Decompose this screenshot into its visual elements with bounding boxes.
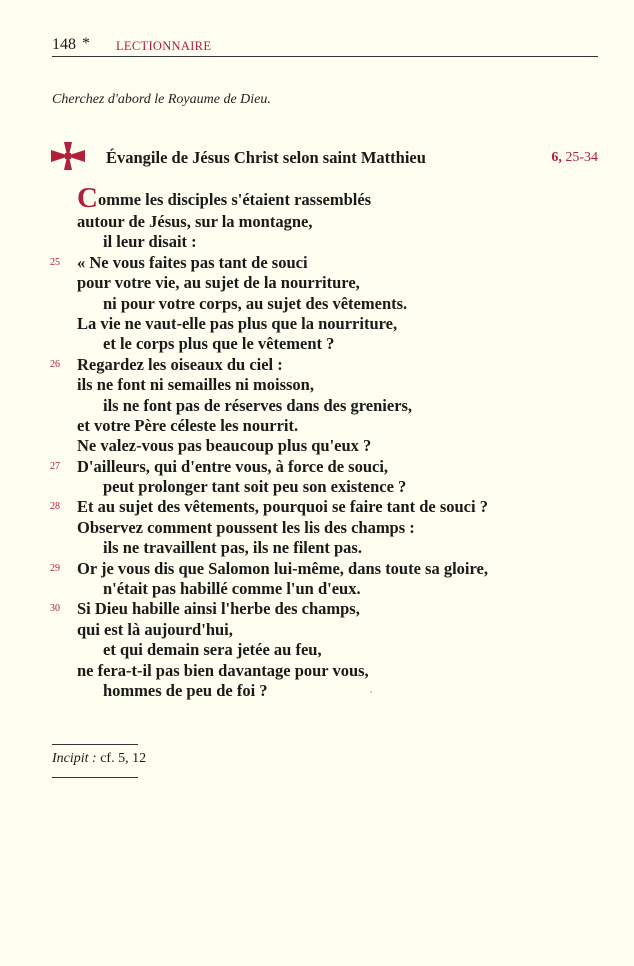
- reading-line: pour votre vie, au sujet de la nourriture,: [77, 273, 360, 293]
- reading-line: et votre Père céleste les nourrit.: [77, 415, 299, 435]
- reading-line: il leur disait :: [103, 232, 197, 252]
- reading-line-text: « Ne vous faites pas tant de souci: [77, 252, 308, 272]
- reading-line: [0, 599, 634, 619]
- paper-speck: [370, 691, 372, 693]
- reading-line: et le corps plus que le vêtement ?: [103, 334, 335, 354]
- reading-line: La vie ne vaut-elle pas plus que la nourriture,: [77, 313, 398, 333]
- reading-line: [0, 457, 634, 477]
- footnote-rule-top: [52, 744, 138, 745]
- gospel-title: Évangile de Jésus Christ selon saint Matthieu: [106, 148, 426, 167]
- incipit-note: [52, 751, 146, 767]
- page-header: [52, 36, 598, 57]
- antiphon: Cherchez d'abord le Royaume de Dieu.: [52, 92, 271, 107]
- reading-line-text: Regardez les oiseaux du ciel :: [77, 354, 283, 374]
- reading-line: ils ne font pas de réserves dans des greniers,: [103, 395, 413, 415]
- header-separator: *: [82, 35, 90, 52]
- reading-line-text: Or je vous dis que Salomon lui-même, dans toute sa gloire,: [77, 558, 488, 578]
- page-number: 148: [52, 36, 76, 53]
- incipit-text: cf. 5, 12: [100, 751, 147, 766]
- reading-line-text: Si Dieu habille ainsi l'herbe des champs,: [77, 599, 360, 619]
- reading-line: qui est là aujourd'hui,: [77, 619, 233, 639]
- reading-line-text: omme les disciples s'étaient rassemblés: [97, 190, 372, 209]
- reference-chapter: 6,: [551, 150, 562, 165]
- verse-number: 27: [50, 460, 60, 472]
- running-title: LECTIONNAIRE: [116, 39, 212, 53]
- reading-line: autour de Jésus, sur la montagne,: [77, 212, 313, 231]
- verse-number: 29: [50, 562, 60, 574]
- reading-line: et qui demain sera jetée au feu,: [103, 640, 322, 660]
- reading-line: [0, 253, 634, 273]
- reading-line: [0, 182, 634, 214]
- verse-number: 25: [50, 256, 60, 268]
- reference-verses: 25-34: [565, 150, 598, 165]
- reading-line: peut prolonger tant soit peu son existence ?: [103, 477, 407, 497]
- reading-line-text: D'ailleurs, qui d'entre vous, à force de souci,: [77, 456, 389, 476]
- incipit-label: Incipit :: [52, 751, 97, 766]
- reading-line-text: Et au sujet des vêtements, pourquoi se faire tant de souci ?: [77, 497, 488, 517]
- reading-line: hommes de peu de foi ?: [103, 680, 268, 700]
- reading-line: Observez comment poussent les lis des champs :: [77, 517, 415, 537]
- reading-line: ne fera-t-il pas bien davantage pour vous,: [77, 660, 369, 680]
- reading-line: n'était pas habillé comme l'un d'eux.: [103, 579, 361, 599]
- reading-line: [0, 559, 634, 579]
- drop-cap: C: [77, 182, 98, 214]
- scripture-reference: [551, 150, 598, 166]
- footnote-rule-bottom: [52, 777, 138, 778]
- reading-line: ils ne travaillent pas, ils ne filent pas.: [103, 538, 362, 558]
- reading-line: [0, 497, 634, 517]
- verse-number: 30: [50, 603, 60, 615]
- reading-line: Ne valez-vous pas beaucoup plus qu'eux ?: [77, 436, 372, 456]
- reading-line: ni pour votre corps, au sujet des vêtements.: [103, 293, 408, 313]
- verse-number: 26: [50, 358, 60, 370]
- reading-line: ils ne font ni semailles ni moisson,: [77, 375, 314, 395]
- verse-number: 28: [50, 501, 60, 513]
- reading-line: [0, 355, 634, 375]
- jerusalem-cross-icon: [50, 141, 86, 171]
- gospel-reading: [0, 182, 634, 701]
